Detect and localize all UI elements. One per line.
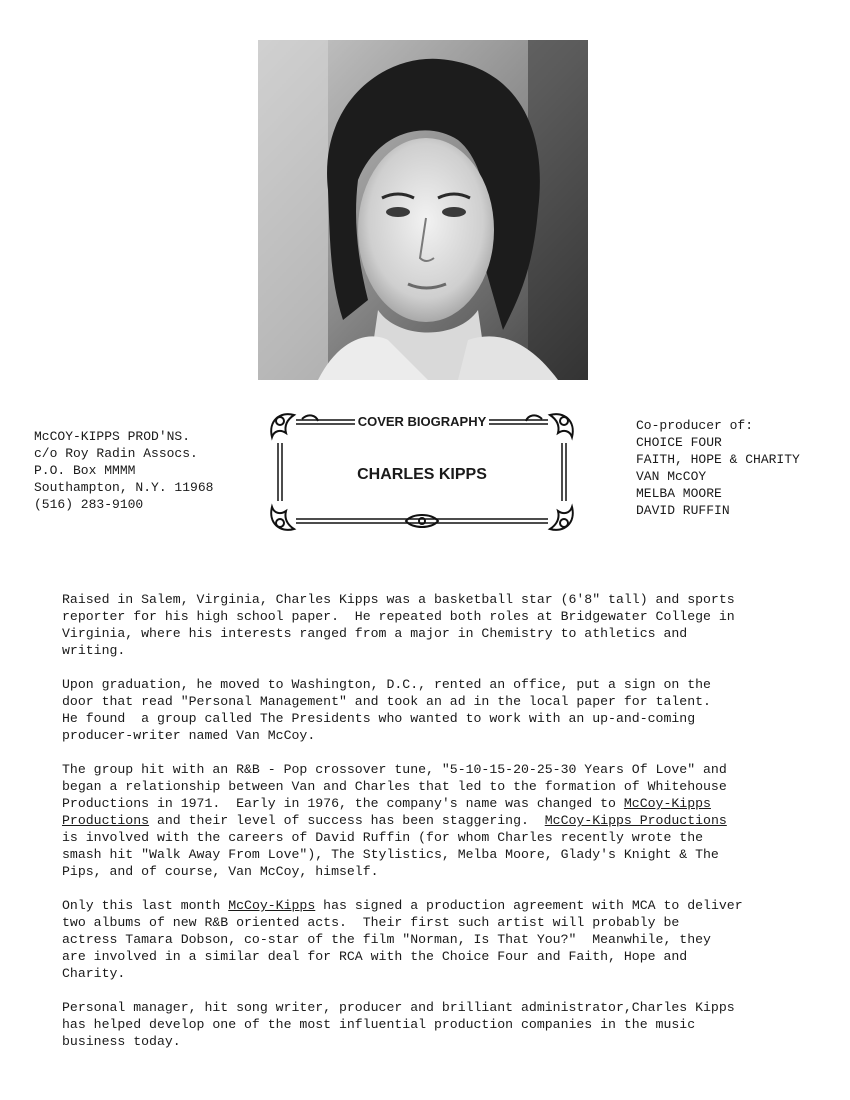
text-line: He found a group called The Presidents who wanted to work with an up-and-coming <box>62 711 696 726</box>
address-company: McCOY-KIPPS PROD'NS. <box>34 429 191 444</box>
text-line: Upon graduation, he moved to Washington, D.C., rented an office, put a sign on the <box>62 677 711 692</box>
portrait-photo <box>258 40 588 380</box>
text-line: Pips, and of course, Van McCoy, himself. <box>62 864 379 879</box>
frame-title: COVER BIOGRAPHY <box>266 414 578 429</box>
text-line: business today. <box>62 1034 181 1049</box>
address-block <box>34 428 213 513</box>
text-line: reporter for his high school paper. He repeated both roles at Bridgewater College in <box>62 609 735 624</box>
coproducer-item: VAN McCOY <box>636 469 707 484</box>
text-line: has signed a production agreement with MCA to deliver <box>315 898 743 913</box>
text-line: smash hit "Walk Away From Love"), The Stylistics, Melba Moore, Glady's Knight & The <box>62 847 719 862</box>
text-line: Charity. <box>62 966 126 981</box>
frame-name: CHARLES KIPPS <box>357 466 487 483</box>
paragraph-4 <box>62 897 802 982</box>
text-line: are involved in a similar deal for RCA with the Choice Four and Faith, Hope and <box>62 949 688 964</box>
paragraph-2 <box>62 676 802 744</box>
coproducer-item: DAVID RUFFIN <box>636 503 730 518</box>
coproducer-item: CHOICE FOUR <box>636 435 722 450</box>
company-name-underlined: McCoy-Kipps <box>623 796 711 811</box>
text-line: Raised in Salem, Virginia, Charles Kipps was a basketball star (6'8" tall) and sports <box>62 592 735 607</box>
coproducer-item: MELBA MOORE <box>636 486 722 501</box>
text-line: two albums of new R&B oriented acts. Their first such artist will probably be <box>62 915 680 930</box>
text-line: is involved with the careers of David Ruffin (for whom Charles recently wrote the <box>62 830 704 845</box>
text-line: Only this last month <box>62 898 229 913</box>
paragraph-5 <box>62 999 802 1050</box>
text-line: began a relationship between Van and Charles that led to the formation of Whitehouse <box>62 779 727 794</box>
text-line: door that read "Personal Management" and took an ad in the local paper for talent. <box>62 694 711 709</box>
company-name-underlined: McCoy-Kipps <box>228 898 316 913</box>
biography-body <box>62 591 802 1067</box>
text-line: and their level of success has been staggering. <box>149 813 545 828</box>
address-care-of: c/o Roy Radin Assocs. <box>34 446 198 461</box>
company-name-underlined: Productions <box>62 813 150 828</box>
paragraph-1 <box>62 591 802 659</box>
coproducer-block <box>636 417 800 519</box>
text-line: writing. <box>62 643 126 658</box>
text-line: Productions in 1971. Early in 1976, the company's name was changed to <box>62 796 624 811</box>
text-line: producer-writer named Van McCoy. <box>62 728 316 743</box>
address-po-box: P.O. Box MMMM <box>34 463 136 478</box>
cover-biography-frame <box>266 407 578 535</box>
text-line: actress Tamara Dobson, co-star of the film "Norman, Is That You?" Meanwhile, they <box>62 932 711 947</box>
coproducer-item: FAITH, HOPE & CHARITY <box>636 452 800 467</box>
text-line: has helped develop one of the most influential production companies in the music <box>62 1017 696 1032</box>
address-phone: (516) 283-9100 <box>34 497 144 512</box>
address-city: Southampton, N.Y. 11968 <box>34 480 214 495</box>
text-line: The group hit with an R&B - Pop crossover tune, "5-10-15-20-25-30 Years Of Love" and <box>62 762 727 777</box>
text-line: Virginia, where his interests ranged from a major in Chemistry to athletics and <box>62 626 688 641</box>
text-line: Personal manager, hit song writer, producer and brilliant administrator,Charles Kipps <box>62 1000 735 1015</box>
portrait-image <box>258 40 588 380</box>
coproducer-heading: Co-producer of: <box>636 418 754 433</box>
company-name-underlined: McCoy-Kipps Productions <box>544 813 727 828</box>
paragraph-3 <box>62 761 802 880</box>
